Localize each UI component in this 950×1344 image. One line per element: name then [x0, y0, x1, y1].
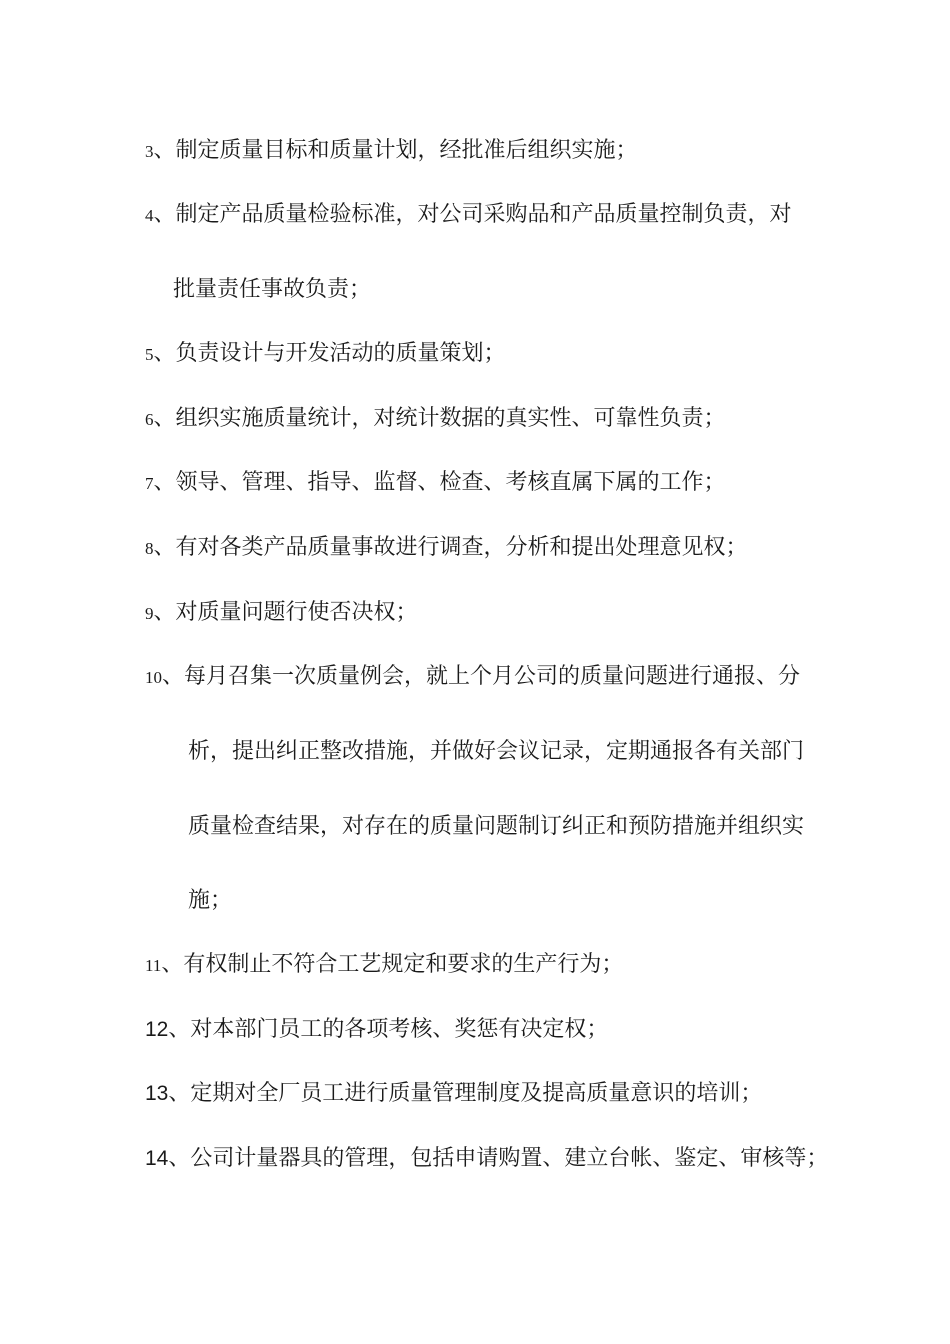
- item-continuation-line: 批量责任事故负责；: [173, 277, 372, 302]
- item-number: 9: [145, 604, 154, 623]
- list-item: [145, 336, 815, 372]
- item-separator: 、: [168, 1081, 191, 1106]
- item-separator: 、: [153, 535, 176, 560]
- list-item: [145, 595, 815, 631]
- list-item: [145, 1076, 815, 1112]
- item-separator: 、: [153, 600, 176, 625]
- item-text: 制定质量目标和质量计划，经批准后组织实施；: [175, 138, 638, 163]
- item-text: 制定产品质量检验标准，对公司采购品和产品质量控制负责，对: [175, 202, 792, 227]
- item-text: 有权制止不符合工艺规定和要求的生产行为；: [183, 952, 624, 977]
- list-item: [145, 947, 815, 983]
- item-number: 11: [145, 956, 162, 975]
- list-item: [145, 401, 815, 437]
- item-text: 每月召集一次质量例会，就上个月公司的质量问题进行通报、分: [184, 664, 801, 689]
- item-text: 组织实施质量统计，对统计数据的真实性、可靠性负责；: [175, 406, 726, 431]
- item-number: 8: [145, 539, 154, 558]
- item-text: 负责设计与开发活动的质量策划；: [175, 341, 506, 366]
- item-text: 对质量问题行使否决权；: [175, 600, 418, 625]
- item-continuation-line: 质量检查结果，对存在的质量问题制订纠正和预防措施并组织实: [188, 814, 805, 839]
- item-separator: 、: [168, 1017, 191, 1042]
- item-separator: 、: [153, 202, 176, 227]
- item-text: 公司计量器具的管理，包括申请购置、建立台帐、鉴定、审核等；: [190, 1146, 829, 1171]
- item-separator: 、: [153, 406, 176, 431]
- item-number: 3: [145, 142, 154, 161]
- list-item: [145, 1012, 815, 1048]
- item-number: 13: [145, 1082, 169, 1105]
- item-number: 7: [145, 474, 154, 493]
- item-number: 10: [145, 668, 162, 687]
- item-text: 定期对全厂员工进行质量管理制度及提高质量意识的培训；: [190, 1081, 763, 1106]
- list-item: [145, 659, 815, 695]
- item-number: 12: [145, 1018, 169, 1041]
- list-item: [145, 197, 815, 233]
- item-separator: 、: [162, 664, 185, 689]
- list-item: [145, 133, 815, 169]
- item-text: 对本部门员工的各项考核、奖惩有决定权；: [190, 1017, 609, 1042]
- item-number: 6: [145, 410, 154, 429]
- item-continuation-line: 施；: [188, 888, 233, 913]
- item-separator: 、: [153, 470, 176, 495]
- item-number: 14: [145, 1147, 169, 1170]
- item-separator: 、: [161, 952, 184, 977]
- item-number: 4: [145, 206, 154, 225]
- item-number: 5: [145, 345, 154, 364]
- item-text: 领导、管理、指导、监督、检查、考核直属下属的工作；: [175, 470, 726, 495]
- item-separator: 、: [153, 341, 176, 366]
- list-item: [145, 530, 815, 566]
- list-item: [145, 1141, 829, 1177]
- item-text: 有对各类产品质量事故进行调查，分析和提出处理意见权；: [175, 535, 748, 560]
- item-continuation-line: 析，提出纠正整改措施，并做好会议记录，定期通报各有关部门: [188, 739, 805, 764]
- list-item: [145, 465, 815, 501]
- item-separator: 、: [153, 138, 176, 163]
- item-separator: 、: [168, 1146, 191, 1171]
